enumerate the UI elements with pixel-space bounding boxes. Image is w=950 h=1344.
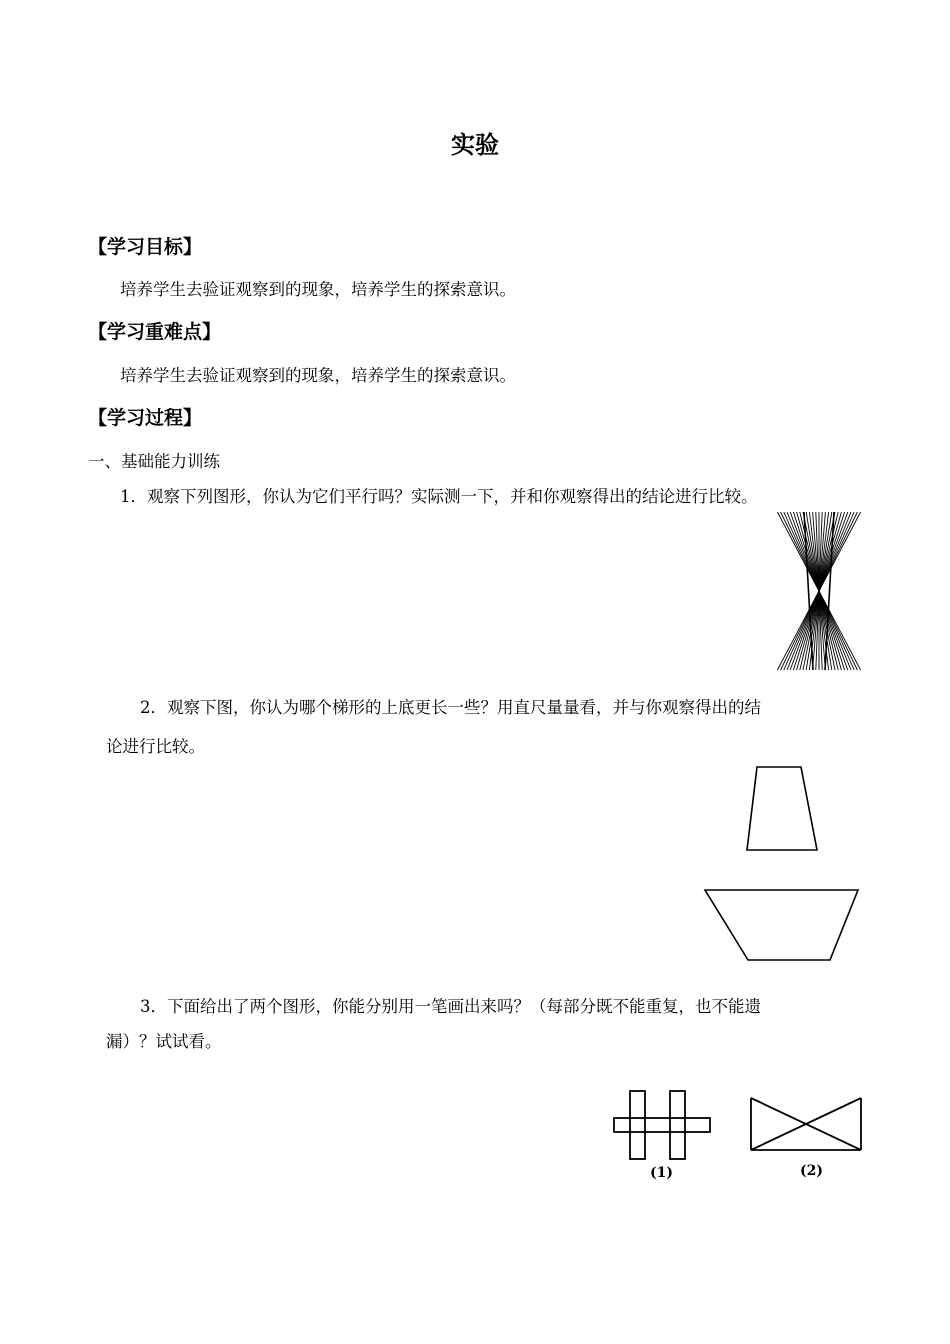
process-heading: 【学习过程】	[88, 407, 203, 429]
q2-text-line2: 论进行比较。	[106, 737, 205, 756]
figure-2-label: (2)	[800, 1163, 823, 1179]
q1-text: 1．观察下列图形，你认为它们平行吗？实际测一下，并和你观察得出的结论进行比较。	[120, 487, 758, 506]
hering-illusion-figure	[777, 512, 861, 670]
goal-heading: 【学习目标】	[88, 236, 203, 258]
part1-label: 一、基础能力训练	[88, 452, 220, 471]
figure-1-label: (1)	[650, 1165, 673, 1181]
lower-trapezoid-figure	[702, 887, 862, 962]
q3-text-line2: 漏）？试试看。	[106, 1032, 222, 1051]
key-heading: 【学习重难点】	[88, 321, 222, 343]
q3-text-line1: 3．下面给出了两个图形，你能分别用一笔画出来吗？（每部分既不能重复，也不能遗	[140, 997, 761, 1016]
page-title: 实验	[451, 131, 499, 159]
figure-2-bowtie-shape	[749, 1096, 863, 1154]
figure-1-hash-shape	[612, 1090, 712, 1160]
upper-trapezoid-figure	[745, 765, 825, 855]
goal-text: 培养学生去验证观察到的现象，培养学生的探索意识。	[120, 280, 516, 299]
q2-text-line1: 2．观察下图，你认为哪个梯形的上底更长一些？用直尺量量看，并与你观察得出的结	[140, 698, 761, 717]
key-text: 培养学生去验证观察到的现象，培养学生的探索意识。	[120, 366, 516, 385]
